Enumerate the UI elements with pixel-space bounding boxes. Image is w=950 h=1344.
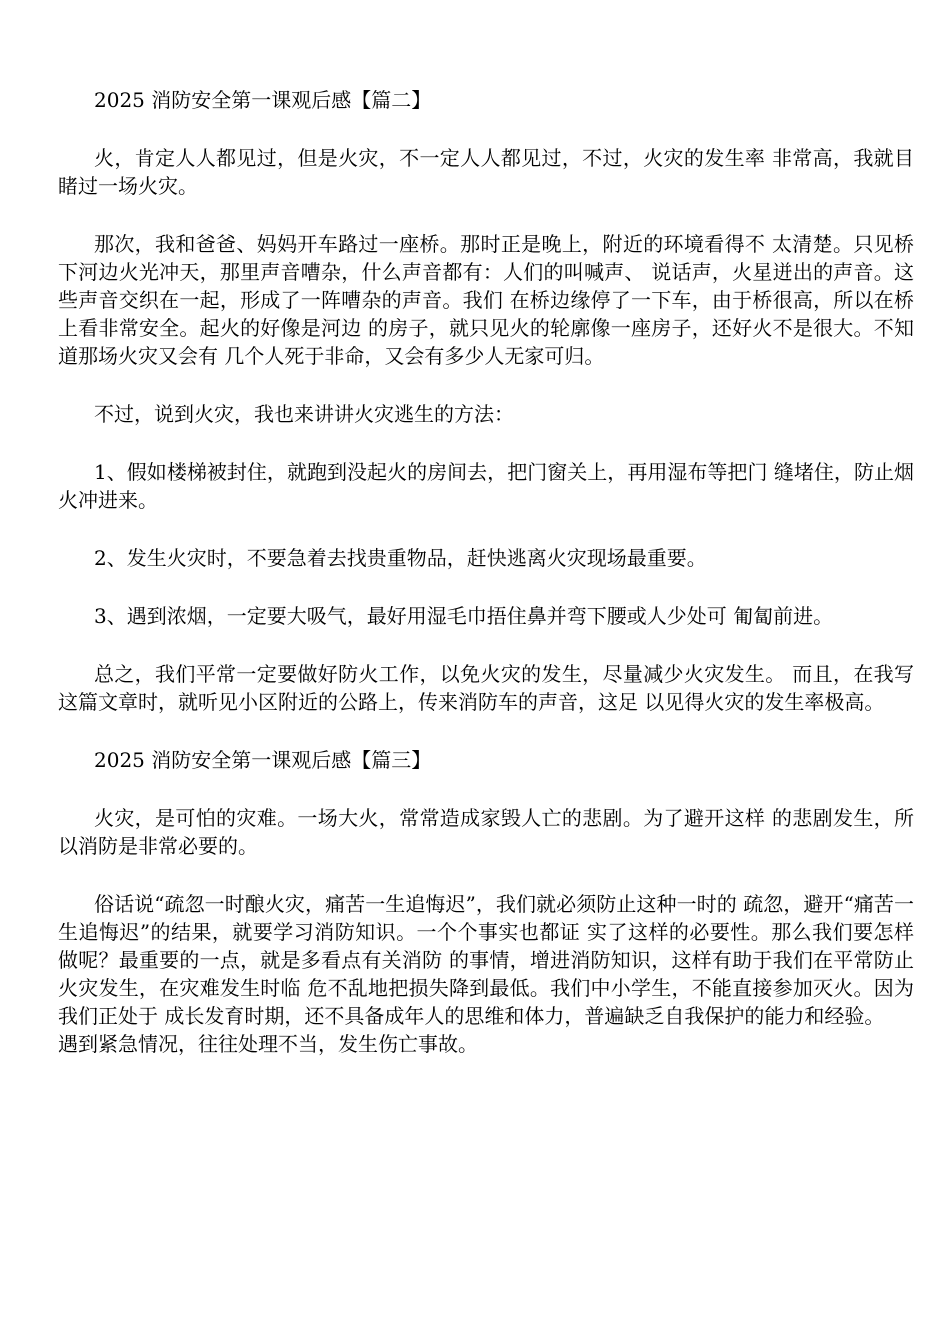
document-page bbox=[58, 86, 914, 1088]
paragraph: 俗话说“疏忽一时酿火灾，痛苦一生追悔迟”，我们就必须防止这种一时的 疏忽，避开“痛苦一生追悔迟”的结果，就要学习消防知识。一个个事实也都证 实了这样的必要性。那么我们要怎样做呢？最重要的一点，就是多看点有关消防 的事情，增进消防知识，这样有助于我们在平常防止火灾发生，在灾难发生时临 危不乱地把损失降到最低。我们中小学生，不能直接参加灭火。因为我们正处于 成长发育时期，还不具备成年人的思维和体力，普遍缺乏自我保护的能力和经验。 bbox=[58, 892, 914, 1028]
list-item-escape-method-3: 3、遇到浓烟，一定要大吸气，最好用湿毛巾捂住鼻并弯下腰或人少处可 匍匐前进。 bbox=[94, 604, 834, 628]
paragraph: 火，肯定人人都见过，但是火灾，不一定人人都见过，不过，火灾的发生率 非常高，我就目睹过一场火灾。 bbox=[58, 146, 914, 198]
section-heading-part-three: 2025 消防安全第一课观后感【篇三】 bbox=[94, 748, 432, 772]
section-heading-part-two: 2025 消防安全第一课观后感【篇二】 bbox=[94, 88, 432, 112]
paragraph: 不过，说到火灾，我也来讲讲火灾逃生的方法： bbox=[94, 402, 514, 426]
paragraph: 遇到紧急情况，往往处理不当，发生伤亡事故。 bbox=[58, 1032, 478, 1056]
paragraph: 火灾，是可怕的灾难。一场大火，常常造成家毁人亡的悲剧。为了避开这样 的悲剧发生，所以消防是非常必要的。 bbox=[58, 806, 914, 858]
list-item-escape-method-1: 1、假如楼梯被封住，就跑到没起火的房间去，把门窗关上，再用湿布等把门 缝堵住，防止烟火冲进来。 bbox=[58, 460, 914, 512]
list-item-escape-method-2: 2、发生火灾时，不要急着去找贵重物品，赶快逃离火灾现场最重要。 bbox=[94, 546, 707, 570]
paragraph: 总之，我们平常一定要做好防火工作，以免火灾的发生，尽量减少火灾发生。 而且，在我写这篇文章时，就听见小区附近的公路上，传来消防车的声音，这足 以见得火灾的发生率极高。 bbox=[58, 662, 914, 714]
paragraph: 那次，我和爸爸、妈妈开车路过一座桥。那时正是晚上，附近的环境看得不 太清楚。只见桥下河边火光冲天，那里声音嘈杂，什么声音都有：人们的叫喊声、 说话声，火星迸出的声音。这些声音交织在一起，形成了一阵嘈杂的声音。我们 在桥边缘停了一下车，由于桥很高，所以在桥上看非常安全。起火的好像是河边 的房子，就只见火的轮廓像一座房子，还好火不是很大。不知道那场火灾又会有 几个人死于非命，又会有多少人无家可归。 bbox=[58, 232, 914, 368]
